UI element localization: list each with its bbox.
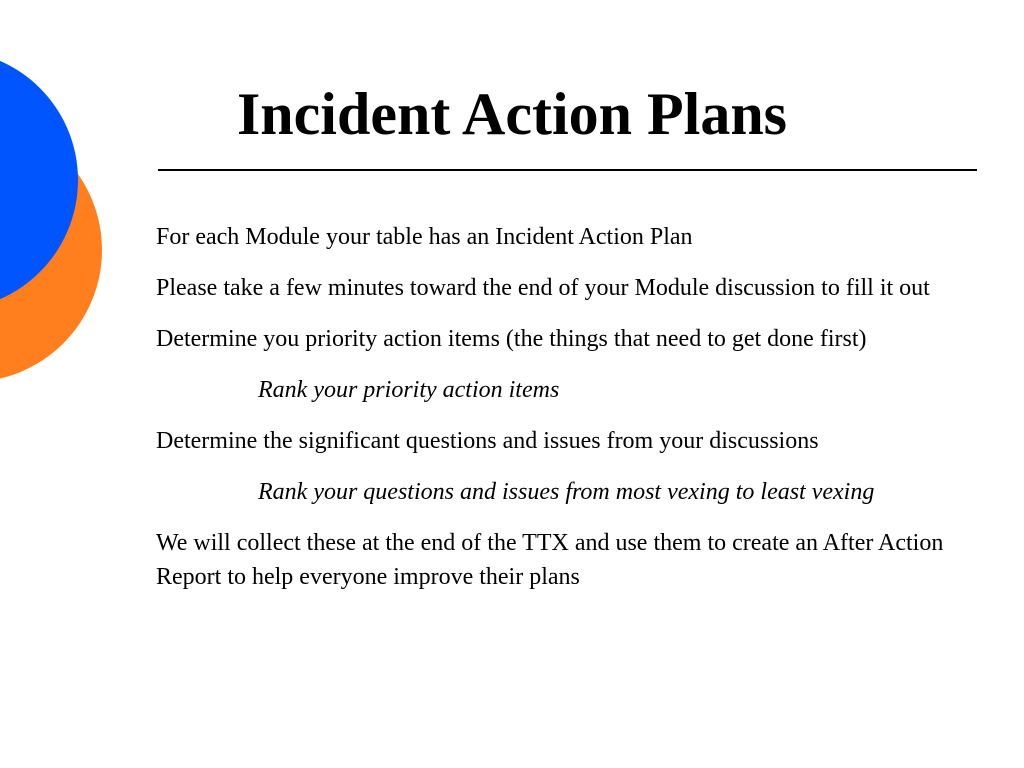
bullet-item: Determine the significant questions and issues from your discussions [156,428,819,454]
bullet-item: For each Module your table has an Incident Action Plan [156,224,693,250]
bullet-item: Please take a few minutes toward the end of your Module discussion to fill it out [156,275,930,301]
bullet-item: Determine you priority action items (the things that need to get done first) [156,326,867,352]
decorative-circles [0,0,120,420]
slide-body [156,220,956,611]
bullet-item: We will collect these at the end of the TTX and use them to create an After Action Report to help everyone improve their plans [156,530,944,590]
title-divider [158,169,977,171]
sub-bullet-item: Rank your priority action items [258,377,560,403]
sub-bullet-item: Rank your questions and issues from most vexing to least vexing [258,479,875,505]
slide-title: Incident Action Plans [236,81,788,147]
